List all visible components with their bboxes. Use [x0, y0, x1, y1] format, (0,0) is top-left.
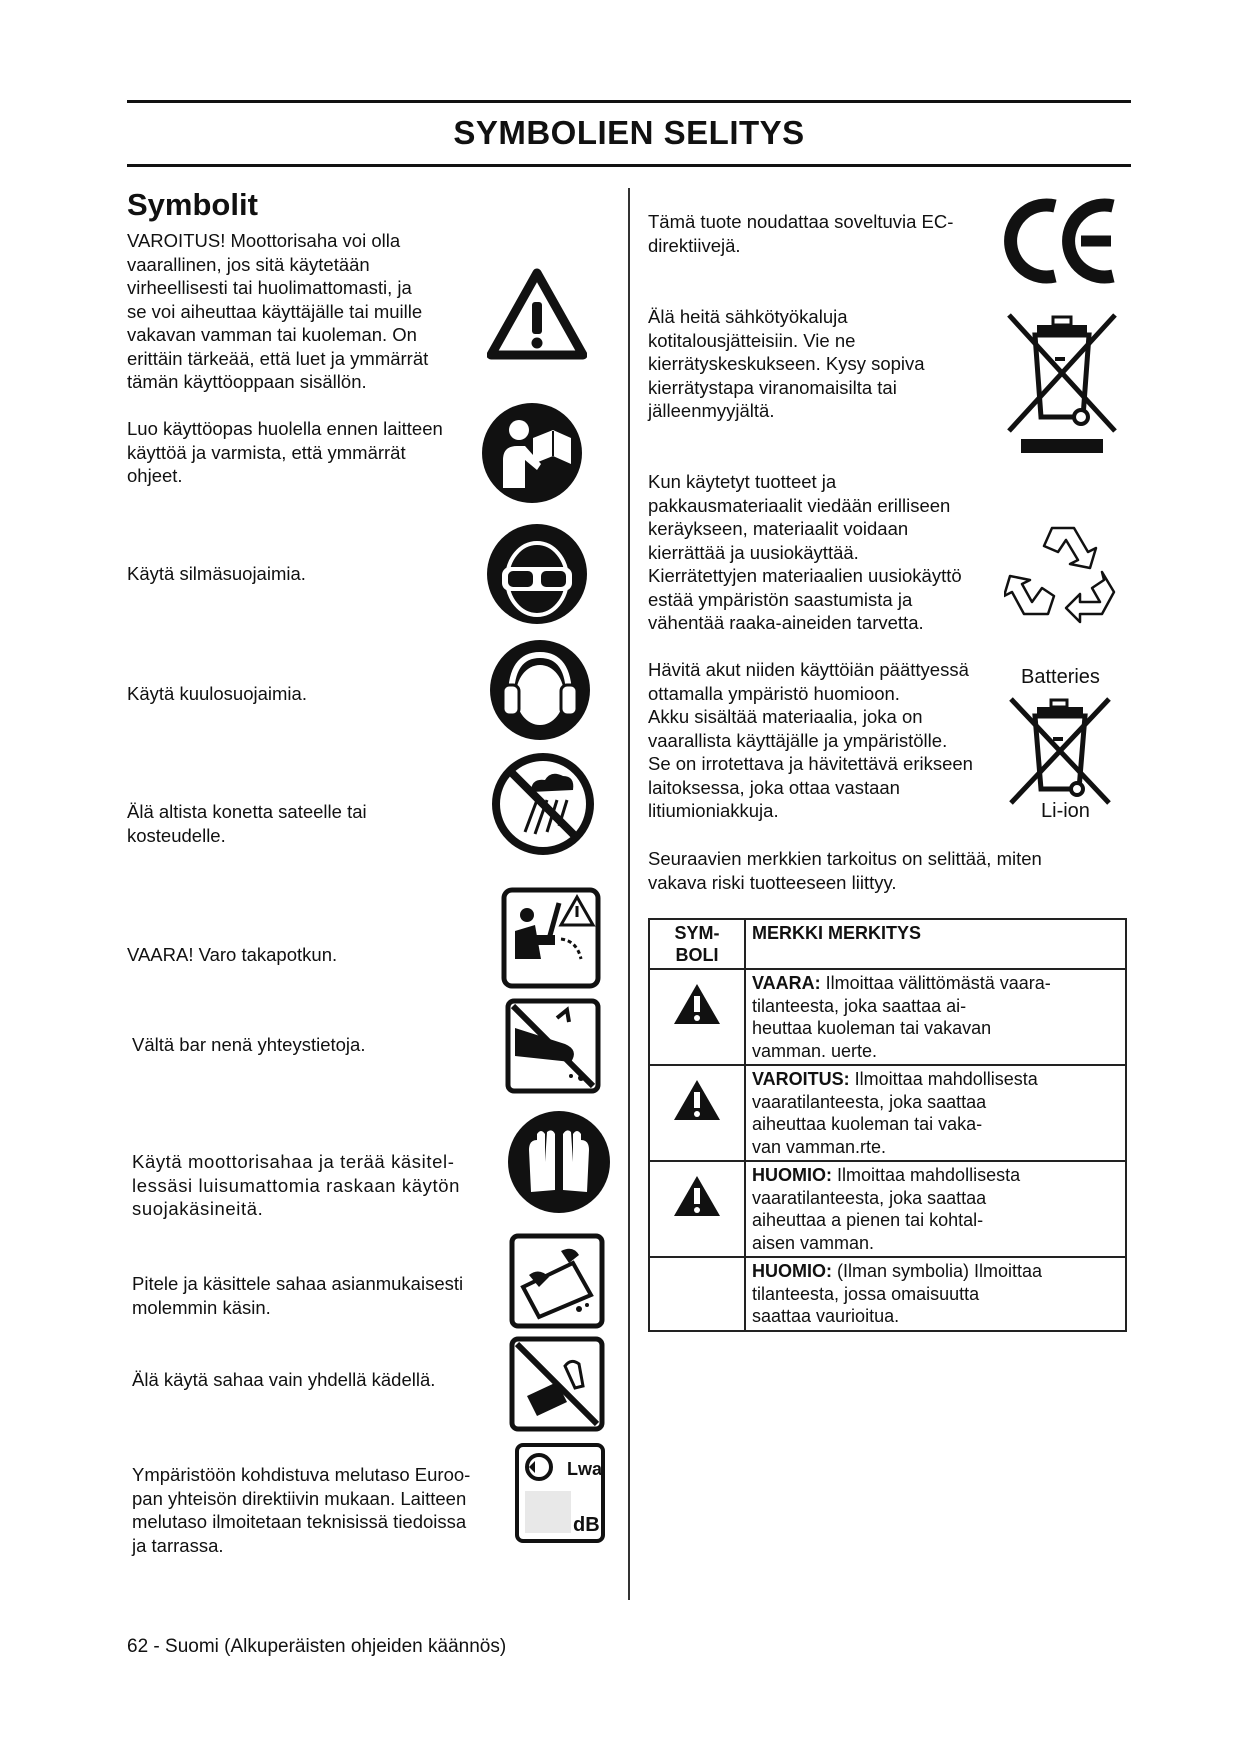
- hearing-protection-icon: [489, 639, 591, 741]
- warning-text: Ilmoittaa mahdollisesta vaaratilanteesta, joka saattaa aiheuttaa kuoleman tai vaka- van vamman.rte.: [752, 1069, 1038, 1157]
- caution-text: Ilmoittaa mahdollisesta vaaratilanteesta, joka saattaa aiheuttaa a pienen tai kohtal- aisen vamman.: [752, 1165, 1021, 1253]
- section-heading: Symbolit: [127, 187, 258, 222]
- noise-db-label: dB: [573, 1514, 600, 1536]
- danger-cell: [649, 969, 745, 1065]
- text-noise-level: Ympäristöön kohdistuva melutaso Euroo- pan yhteisön direktiivin mukaan. Laitteen melutaso ilmoitetaan teknisissä tiedoissa ja tarrassa.: [132, 1464, 471, 1556]
- top-rule: [127, 100, 1131, 103]
- table-row: [649, 1161, 1126, 1257]
- warning-description: [745, 1065, 1126, 1161]
- notice-label: HUOMIO:: [752, 1261, 832, 1281]
- caution-triangle-icon: [672, 1174, 722, 1218]
- text-battery: Hävitä akut niiden käyttöiän päättyessä ottamalla ympäristö huomioon. Akku sisältää materiaalia, joka on vaarallista käyttäjälle ja ympäristölle. Se on irrotettava ja hävitettävä erikseen laitoksessa, joka ottaa vastaan litiumioniakkuja.: [648, 659, 973, 821]
- kickback-warning-icon: [501, 887, 601, 989]
- text-weee: Älä heitä sähkötyökaluja kotitalousjätteisiin. Vie ne kierrätyskeskukseen. Kysy sopiva kierrätystapa viranomaisilta tai jälleenmyyjältä.: [648, 306, 925, 421]
- text-no-rain: Älä altista konetta sateelle tai kosteudelle.: [127, 801, 367, 846]
- weee-bin-icon: [1003, 307, 1121, 457]
- gloves-icon: [507, 1110, 611, 1214]
- warning-triangle-icon: [487, 268, 587, 360]
- notice-cell: [649, 1257, 745, 1331]
- warning-triangle-icon: [672, 1078, 722, 1122]
- table-row: [649, 1257, 1126, 1331]
- page-title: SYMBOLIEN SELITYS: [453, 114, 805, 151]
- header-meaning: MERKKI MERKITYS: [745, 919, 1126, 969]
- warning-cell: [649, 1065, 745, 1161]
- text-warning: VAROITUS! Moottorisaha voi olla vaarallinen, jos sitä käytetään virheellisesti tai huolimattomasti, ja se voi aiheuttaa käyttäjälle tai muille vakavan vamman tai kuoleman. On erittäin tärkeää, että luet ja ymmärrät tämän käyttöoppaan sisällön.: [127, 230, 429, 392]
- table-header-row: [649, 919, 1126, 969]
- text-hearing-protection: Käytä kuulosuojaimia.: [127, 683, 307, 704]
- text-kickback: VAARA! Varo takapotkun.: [127, 944, 338, 965]
- danger-triangle-icon: [672, 982, 722, 1026]
- text-ce: Tämä tuote noudattaa soveltuvia EC- direktiivejä.: [648, 211, 954, 256]
- title-rule: [127, 164, 1131, 167]
- no-rain-icon: [491, 752, 595, 856]
- text-read-manual: Luo käyttöopas huolella ennen laitteen käyttöä ja varmista, että ymmärrät ohjeet.: [127, 418, 443, 486]
- text-legend-intro: Seuraavien merkkien tarkoitus on selittää, miten vakava riski tuotteeseen liittyy.: [648, 848, 1042, 893]
- text-bar-nose: Vältä bar nenä yhteystietoja.: [132, 1034, 366, 1055]
- eye-protection-icon: [486, 523, 588, 625]
- notice-text: (Ilman symbolia) Ilmoittaa tilanteesta, jossa omaisuutta saattaa vaurioitua.: [752, 1261, 1043, 1326]
- table-row: [649, 1065, 1126, 1161]
- text-eye-protection: Käytä silmäsuojaimia.: [127, 563, 306, 584]
- li-ion-label: Li-ion: [1041, 800, 1090, 822]
- text-no-one-hand: Älä käytä sahaa vain yhdellä kädellä.: [132, 1369, 436, 1390]
- noise-lwa-label: Lwa: [567, 1459, 603, 1479]
- caution-label: HUOMIO:: [752, 1165, 832, 1185]
- text-gloves: Käytä moottorisahaa ja terää käsitel- lessäsi luisumattomia raskaan käytön suojakäsineitä.: [132, 1151, 461, 1219]
- danger-description: [745, 969, 1126, 1065]
- danger-label: VAARA:: [752, 973, 821, 993]
- noise-level-icon: [515, 1443, 605, 1543]
- recycle-icon: [1004, 522, 1124, 626]
- caution-cell: [649, 1161, 745, 1257]
- table-row: [649, 969, 1126, 1065]
- bar-nose-contact-icon: [505, 998, 601, 1094]
- read-manual-icon: [481, 402, 583, 504]
- batteries-label: Batteries: [1021, 666, 1100, 688]
- ce-mark-icon: [1003, 196, 1121, 286]
- header-symbol: SYM- BOLI: [649, 919, 745, 969]
- text-two-hands: Pitele ja käsittele sahaa asianmukaisesti molemmin käsin.: [132, 1273, 464, 1318]
- text-recycle: Kun käytetyt tuotteet ja pakkausmateriaalit viedään erilliseen keräykseen, materiaalit voidaan kierrättää ja uusiokäyttää. Kierrätettyjen materiaalien uusiokäyttö estää ympäristön saastumista ja vähentää raaka-aineiden tarvetta.: [648, 471, 962, 633]
- caution-description: [745, 1161, 1126, 1257]
- warning-label: VAROITUS:: [752, 1069, 850, 1089]
- column-divider: [628, 188, 630, 1600]
- page-footer: 62 - Suomi (Alkuperäisten ohjeiden käännös): [127, 1636, 507, 1657]
- two-hands-icon: [509, 1233, 605, 1329]
- battery-bin-icon: [1005, 693, 1115, 809]
- no-one-hand-icon: [509, 1336, 605, 1432]
- notice-description: [745, 1257, 1126, 1331]
- risk-legend-table: [648, 918, 1127, 1332]
- danger-text: Ilmoittaa välittömästä vaara- tilanteesta, joka saattaa ai- heuttaa kuoleman tai vakavan vamman. uerte.: [752, 973, 1051, 1061]
